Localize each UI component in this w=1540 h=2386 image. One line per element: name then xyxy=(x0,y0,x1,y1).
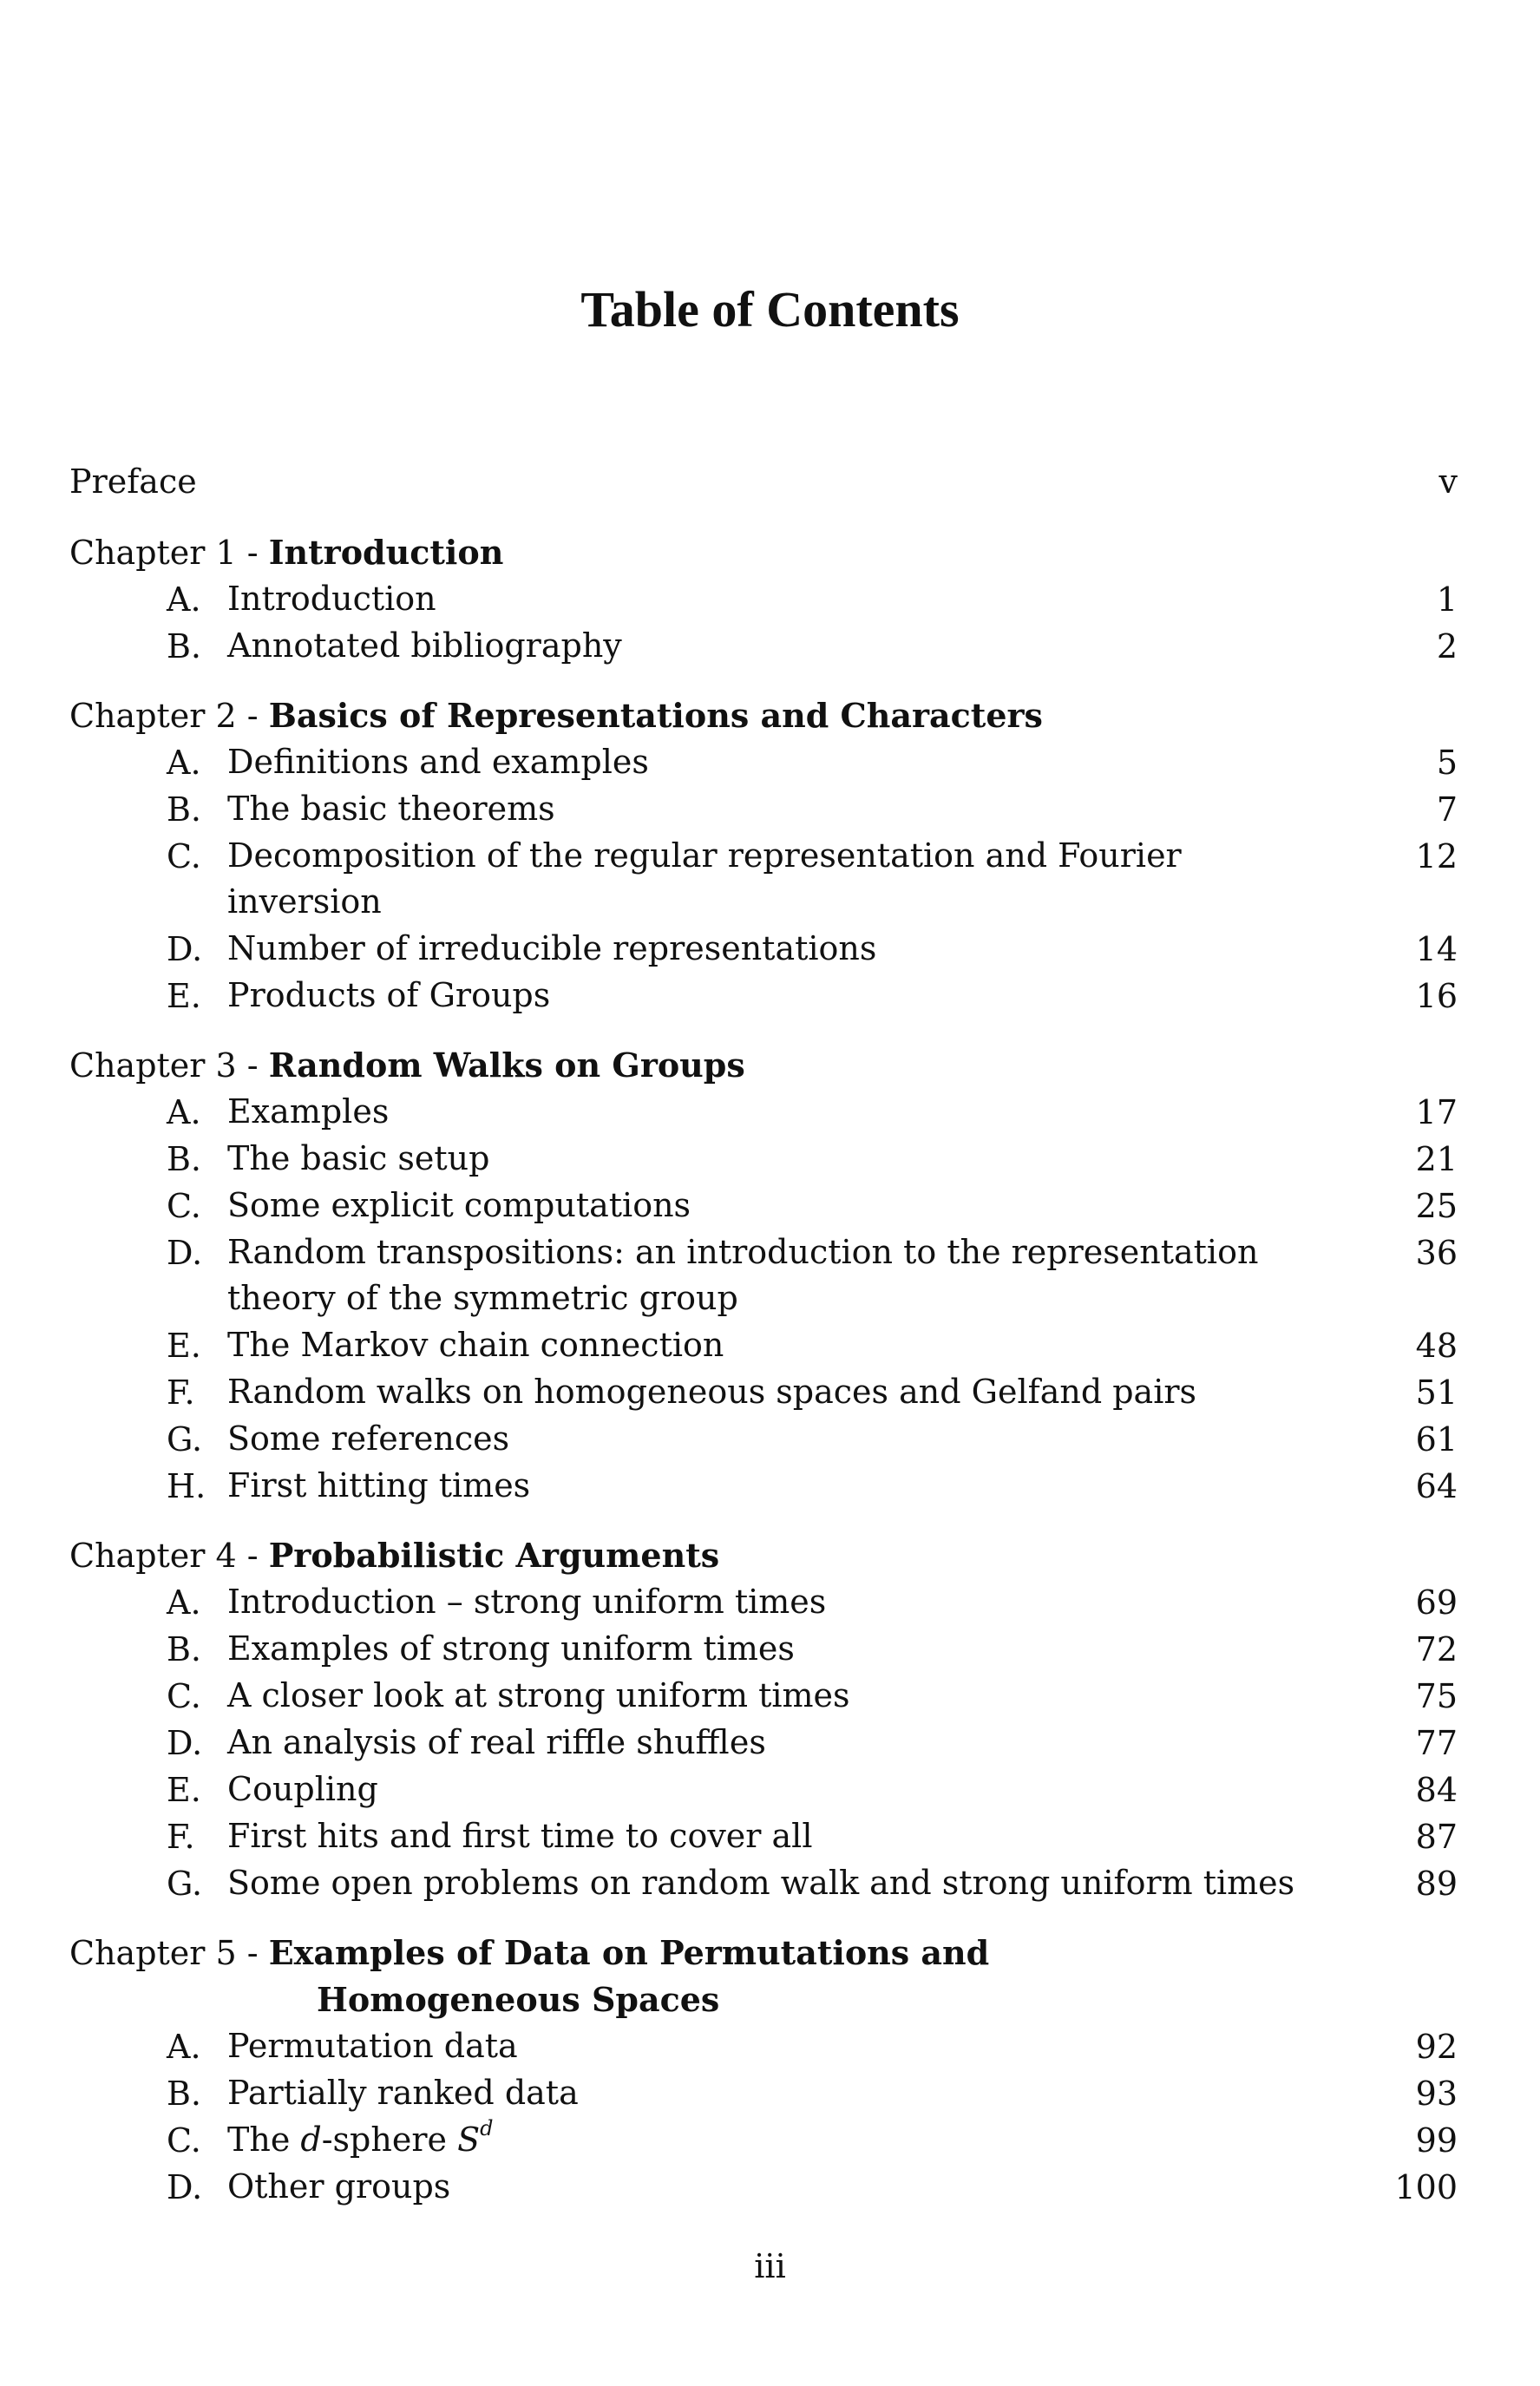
toc-entry[interactable] xyxy=(69,623,1458,670)
chapter-3 xyxy=(69,1042,1458,1510)
entry-letter: A. xyxy=(167,1583,201,1622)
entry-title-pre: The xyxy=(227,2121,301,2159)
entry-title: Some open problems on random walk and strong uniform times xyxy=(227,1864,1295,1902)
toc-entry[interactable] xyxy=(69,926,1458,973)
chapter-label: Chapter 2 - xyxy=(69,697,269,735)
entry-letter: E. xyxy=(167,1327,201,1365)
chapter-1 xyxy=(69,529,1458,670)
entry-letter: E. xyxy=(167,977,201,1015)
chapter-title: Introduction xyxy=(268,533,504,572)
entry-letter: A. xyxy=(167,2028,201,2066)
entry-letter: D. xyxy=(167,930,203,968)
entry-page: 51 xyxy=(1415,1373,1458,1412)
chapter-heading[interactable] xyxy=(69,1532,1458,1579)
entry-title: Number of irreducible representations xyxy=(227,929,877,967)
toc-entry[interactable] xyxy=(69,2023,1458,2070)
toc-entry[interactable] xyxy=(69,1229,1458,1322)
entry-letter: B. xyxy=(167,2075,202,2113)
entry-title-symbol: S xyxy=(457,2121,481,2159)
chapter-heading[interactable] xyxy=(69,1930,1458,1976)
toc-entry[interactable] xyxy=(69,1369,1458,1416)
chapter-heading[interactable] xyxy=(69,692,1458,739)
entry-page: 12 xyxy=(1415,837,1458,875)
chapter-heading[interactable] xyxy=(69,529,1458,576)
entry-page: 100 xyxy=(1394,2168,1458,2206)
entry-page: 69 xyxy=(1415,1583,1458,1622)
entry-page: 84 xyxy=(1415,1771,1458,1809)
entry-page: 14 xyxy=(1415,930,1458,968)
chapter-2 xyxy=(69,692,1458,1019)
preface-page: v xyxy=(1438,462,1458,501)
entry-title: Random walks on homogeneous spaces and Gelfand pairs xyxy=(227,1373,1197,1411)
entry-letter: C. xyxy=(167,1187,201,1225)
toc-entry[interactable] xyxy=(69,1673,1458,1720)
entry-letter: A. xyxy=(167,744,201,782)
toc-entry[interactable] xyxy=(69,739,1458,786)
toc-entry[interactable] xyxy=(69,833,1458,926)
entry-page: 48 xyxy=(1415,1327,1458,1365)
entry-page: 89 xyxy=(1415,1865,1458,1903)
entry-page: 2 xyxy=(1436,627,1458,665)
toc-entry[interactable] xyxy=(69,1136,1458,1183)
entry-title: The Markov chain connection xyxy=(227,1326,724,1364)
toc-entry[interactable] xyxy=(69,1416,1458,1463)
entry-letter: C. xyxy=(167,2121,201,2160)
chapter-heading[interactable] xyxy=(69,1042,1458,1089)
entry-page: 87 xyxy=(1415,1818,1458,1856)
entry-letter: D. xyxy=(167,1234,203,1272)
entry-title: A closer look at strong uniform times xyxy=(227,1676,850,1714)
chapter-label: Chapter 1 - xyxy=(69,534,269,572)
entry-page: 21 xyxy=(1415,1140,1458,1178)
entry-title: Some references xyxy=(227,1419,510,1458)
entry-letter: A. xyxy=(167,580,201,619)
entry-page: 61 xyxy=(1415,1420,1458,1458)
entry-page: 93 xyxy=(1415,2075,1458,2113)
entry-letter: E. xyxy=(167,1771,201,1809)
entry-title: Some explicit computations xyxy=(227,1186,691,1224)
entry-letter: B. xyxy=(167,790,202,829)
chapter-title: Random Walks on Groups xyxy=(268,1046,745,1085)
toc-entry[interactable] xyxy=(69,2164,1458,2211)
table-of-contents xyxy=(69,458,1458,2233)
toc-entry[interactable] xyxy=(69,1767,1458,1813)
toc-entry[interactable] xyxy=(69,576,1458,623)
toc-entry[interactable] xyxy=(69,1463,1458,1510)
entry-letter: F. xyxy=(167,1818,195,1856)
entry-title: Examples of strong uniform times xyxy=(227,1629,795,1668)
preface-label: Preface xyxy=(69,462,197,501)
entry-page: 17 xyxy=(1415,1093,1458,1131)
entry-title: Introduction – strong uniform times xyxy=(227,1583,827,1621)
chapter-heading-continued xyxy=(69,1976,1458,2023)
entry-title: Products of Groups xyxy=(227,976,551,1014)
entry-letter: C. xyxy=(167,837,201,875)
entry-title: First hitting times xyxy=(227,1466,531,1504)
entry-letter: D. xyxy=(167,1724,203,1762)
toc-entry[interactable] xyxy=(69,786,1458,833)
chapter-label: Chapter 5 - xyxy=(69,1934,269,1972)
entry-title xyxy=(227,2117,1381,2163)
entry-page: 77 xyxy=(1415,1724,1458,1762)
toc-entry[interactable] xyxy=(69,1089,1458,1136)
chapter-4 xyxy=(69,1532,1458,1907)
chapter-label: Chapter 3 - xyxy=(69,1046,269,1085)
entry-letter: D. xyxy=(167,2168,203,2206)
entry-title: Examples xyxy=(227,1092,390,1131)
entry-page: 75 xyxy=(1415,1677,1458,1715)
chapter-title: Examples of Data on Permutations and xyxy=(268,1933,990,1972)
entry-title-mid: -sphere xyxy=(321,2121,458,2159)
entry-title: Annotated bibliography xyxy=(227,626,622,665)
entry-title-superscript: d xyxy=(480,2116,494,2140)
entry-letter: G. xyxy=(167,1420,203,1458)
entry-title: Introduction xyxy=(227,580,436,618)
entry-page: 72 xyxy=(1415,1630,1458,1668)
entry-letter: B. xyxy=(167,1630,202,1668)
chapter-title-continued: Homogeneous Spaces xyxy=(317,1980,720,2019)
entry-title: Partially ranked data xyxy=(227,2074,579,2112)
entry-page: 7 xyxy=(1436,790,1458,829)
entry-page: 92 xyxy=(1415,2028,1458,2066)
entry-page: 5 xyxy=(1436,744,1458,782)
toc-entry[interactable] xyxy=(69,1626,1458,1673)
entry-title: Permutation data xyxy=(227,2027,518,2065)
toc-entry[interactable] xyxy=(69,2117,1458,2164)
toc-entry[interactable] xyxy=(69,1322,1458,1369)
entry-title: Coupling xyxy=(227,1770,378,1808)
chapter-5 xyxy=(69,1930,1458,2211)
toc-entry[interactable] xyxy=(69,1183,1458,1229)
toc-preface[interactable] xyxy=(69,458,1458,505)
entry-page: 25 xyxy=(1415,1187,1458,1225)
entry-title: The basic setup xyxy=(227,1139,490,1177)
entry-title: An analysis of real riffle shuffles xyxy=(227,1723,766,1761)
toc-entry[interactable] xyxy=(69,1579,1458,1626)
entry-page: 36 xyxy=(1415,1234,1458,1272)
toc-entry[interactable] xyxy=(69,1720,1458,1767)
page-title: Table of Contents xyxy=(580,281,960,338)
chapter-title: Probabilistic Arguments xyxy=(268,1536,720,1575)
entry-page: 99 xyxy=(1415,2121,1458,2160)
page-number: iii xyxy=(754,2247,786,2285)
entry-letter: G. xyxy=(167,1865,203,1903)
entry-title: First hits and first time to cover all xyxy=(227,1817,813,1855)
entry-title: Definitions and examples xyxy=(227,743,649,781)
entry-letter: B. xyxy=(167,627,202,665)
entry-letter: C. xyxy=(167,1677,201,1715)
entry-title: Other groups xyxy=(227,2167,451,2206)
toc-entry[interactable] xyxy=(69,1860,1458,1907)
entry-page: 64 xyxy=(1415,1467,1458,1505)
entry-letter: B. xyxy=(167,1140,202,1178)
entry-letter: F. xyxy=(167,1373,195,1412)
toc-entry[interactable] xyxy=(69,2070,1458,2117)
toc-entry[interactable] xyxy=(69,1813,1458,1860)
entry-page: 1 xyxy=(1436,580,1458,619)
entry-title: Random transpositions: an introduction to the representation theory of the symmetric group xyxy=(227,1233,1259,1317)
chapter-label: Chapter 4 - xyxy=(69,1537,269,1575)
entry-title: Decomposition of the regular representation and Fourier inversion xyxy=(227,836,1182,921)
entry-title: The basic theorems xyxy=(227,790,555,828)
toc-entry[interactable] xyxy=(69,973,1458,1019)
chapter-title: Basics of Representations and Characters xyxy=(268,696,1043,735)
entry-page: 16 xyxy=(1415,977,1458,1015)
entry-letter: H. xyxy=(167,1467,206,1505)
entry-title-italic: d xyxy=(300,2121,322,2159)
entry-letter: A. xyxy=(167,1093,201,1131)
